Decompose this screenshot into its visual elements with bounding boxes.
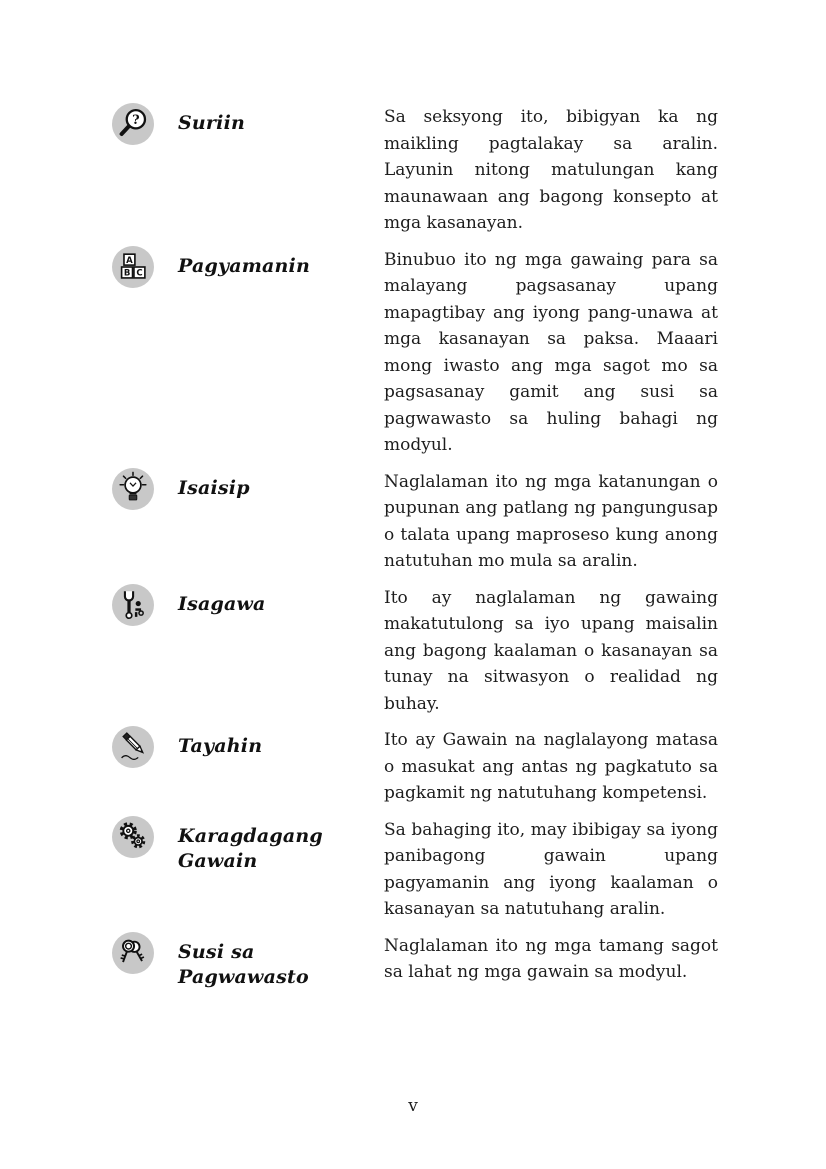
svg-text:A: A [126, 255, 133, 266]
svg-text:B: B [123, 268, 131, 279]
guide-row [112, 726, 720, 807]
guide-row [112, 816, 720, 923]
tools-icon [112, 584, 154, 626]
keys-icon [112, 932, 154, 974]
guide-row [112, 246, 720, 459]
section-description: Sa seksyong ito, bibigyan ka ng maikling pagtalakay sa aralin. Layunin nitong matulungan kang maunawaan ang bagong konsepto at mga kasanayan. [384, 107, 718, 233]
section-description: Ito ay naglalaman ng gawaing makatutulong sa iyo upang maisalin ang bagong kaalaman o kasanayan sa tunay na sitwasyon o realidad ng buhay. [384, 587, 718, 714]
gears-icon [112, 816, 154, 858]
section-label: Isaisip [178, 476, 250, 499]
section-label: Tayahin [178, 735, 263, 757]
svg-text:C: C [136, 268, 143, 279]
module-guide-list [112, 103, 720, 990]
section-label: Suriin [178, 112, 245, 134]
magnifier-question-icon [112, 103, 154, 145]
abc-blocks-icon [112, 246, 154, 288]
guide-row [112, 932, 720, 990]
section-label: Pagyamanin [178, 254, 310, 277]
section-label: Susi sa Pagwawasto [178, 940, 309, 988]
lightbulb-icon [112, 468, 154, 510]
icon-cell [112, 468, 176, 510]
section-description: Naglalaman ito ng mga katanungan o pupunan ang patlang ng pangungusap o talata upang maproseso kung anong natutuhan mo mula sa aralin. [384, 471, 718, 571]
icon-cell [112, 726, 176, 768]
icon-cell [112, 246, 176, 288]
section-label: Karagdagang Gawain [178, 824, 323, 872]
guide-row [112, 584, 720, 718]
svg-text:?: ? [132, 113, 140, 128]
section-description: Sa bahaging ito, may ibibigay sa iyong panibagong gawain upang pagyamanin ang iyong kaalaman o kasanayan sa natutuhang aralin. [384, 819, 718, 919]
icon-cell [112, 103, 176, 145]
section-description: Naglalaman ito ng mga tamang sagot sa lahat ng mga gawain sa modyul. [384, 935, 718, 982]
page-number: v [408, 1096, 418, 1116]
section-description: Ito ay Gawain na naglalayong matasa o masukat ang antas ng pagkatuto sa pagkamit ng natutuhang kompetensi. [384, 730, 718, 803]
section-description: Binubuo ito ng mga gawaing para sa malayang pagsasanay upang mapagtibay ang iyong pang-unawa at mga kasanayan sa paksa. Maaari mong iwasto ang mga sagot mo sa pagsasanay gamit ang susi sa pagwawasto sa huling bahagi ng modyul. [384, 249, 718, 455]
icon-cell [112, 584, 176, 626]
guide-row [112, 103, 720, 237]
icon-cell [112, 932, 176, 974]
section-label: Isagawa [178, 592, 266, 615]
icon-cell [112, 816, 176, 858]
pencil-icon [112, 726, 154, 768]
guide-row [112, 468, 720, 575]
